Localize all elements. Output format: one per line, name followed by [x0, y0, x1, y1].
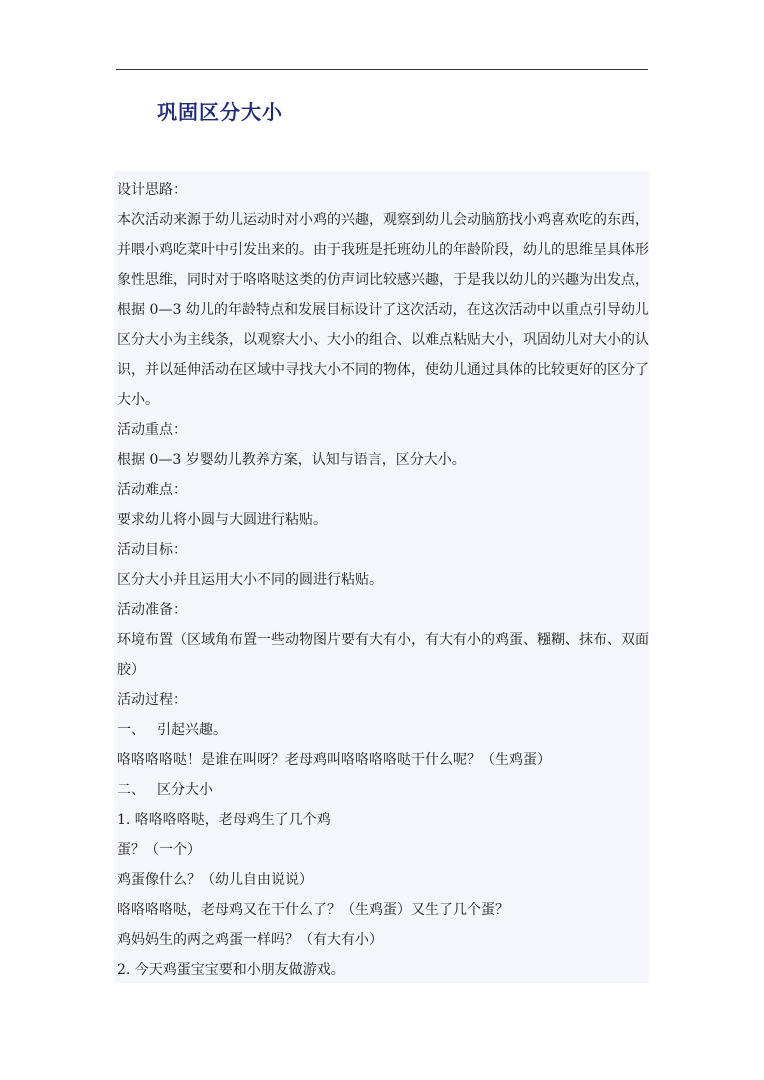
- step-2-number: 二、: [117, 782, 145, 798]
- header-rule: [116, 69, 648, 70]
- design-text: 本次活动来源于幼儿运动时对小鸡的兴趣，观察到幼儿会动脑筋找小鸡喜欢吃的东西，并喂小鸡吃菜叶中引发出来的。由于我班是托班幼儿的年龄阶段，幼儿的思维呈具体形象性思维，同时对于咯咯哒这类的仿声词比较感兴趣，于是我以幼儿的兴趣为出发点，根据 0—3 幼儿的年龄特点和发展目标设计了这次活动，在这次活动中以重点引导幼儿区分大小为主线条，以观察大小、大小的组合、以难点粘贴大小，巩固幼儿对大小的认识，并以延伸活动在区域中寻找大小不同的物体，使幼儿通过具体的比较更好的区分了大小。: [117, 212, 649, 408]
- prep-text: 环境布置（区域角布置一些动物图片要有大有小，有大有小的鸡蛋、糨糊、抹布、双面胶）: [117, 632, 649, 678]
- process-label: 活动过程：: [117, 692, 187, 708]
- difficulty-text: 要求幼儿将小圆与大圆进行粘贴。: [117, 512, 327, 528]
- step-2-title: 区分大小: [157, 782, 213, 798]
- item-1-line-5: 鸡妈妈生的两之鸡蛋一样吗？（有大有小）: [117, 932, 383, 948]
- step-1-number: 一、: [117, 722, 145, 738]
- difficulty-label: 活动难点：: [117, 482, 187, 498]
- step-2-heading: [117, 775, 649, 805]
- focus-label: 活动重点：: [117, 422, 187, 438]
- item-1-line-1: 1. 咯咯咯咯哒，老母鸡生了几个鸡: [117, 812, 331, 828]
- document-title: 巩固区分大小: [157, 100, 283, 124]
- step-1-text: 咯咯咯咯哒！是谁在叫呀？老母鸡叫咯咯咯咯哒干什么呢？（生鸡蛋）: [117, 752, 551, 768]
- design-label: 设计思路：: [117, 182, 187, 198]
- item-2-line-1: 2. 今天鸡蛋宝宝要和小朋友做游戏。: [117, 962, 345, 978]
- goal-text: 区分大小并且运用大小不同的圆进行粘贴。: [117, 572, 383, 588]
- goal-label: 活动目标：: [117, 542, 187, 558]
- item-1-line-3: 鸡蛋像什么？（幼儿自由说说）: [117, 872, 313, 888]
- item-1-line-2: 蛋？（一个）: [117, 842, 201, 858]
- focus-text: 根据 0—3 岁婴幼儿教养方案，认知与语言，区分大小。: [117, 452, 466, 468]
- step-1-heading: [117, 715, 649, 745]
- prep-label: 活动准备：: [117, 602, 187, 618]
- document-body: [114, 171, 649, 983]
- step-1-title: 引起兴趣。: [157, 722, 227, 738]
- item-1-line-4: 咯咯咯咯哒，老母鸡又在干什么了？（生鸡蛋）又生了几个蛋？: [117, 902, 509, 918]
